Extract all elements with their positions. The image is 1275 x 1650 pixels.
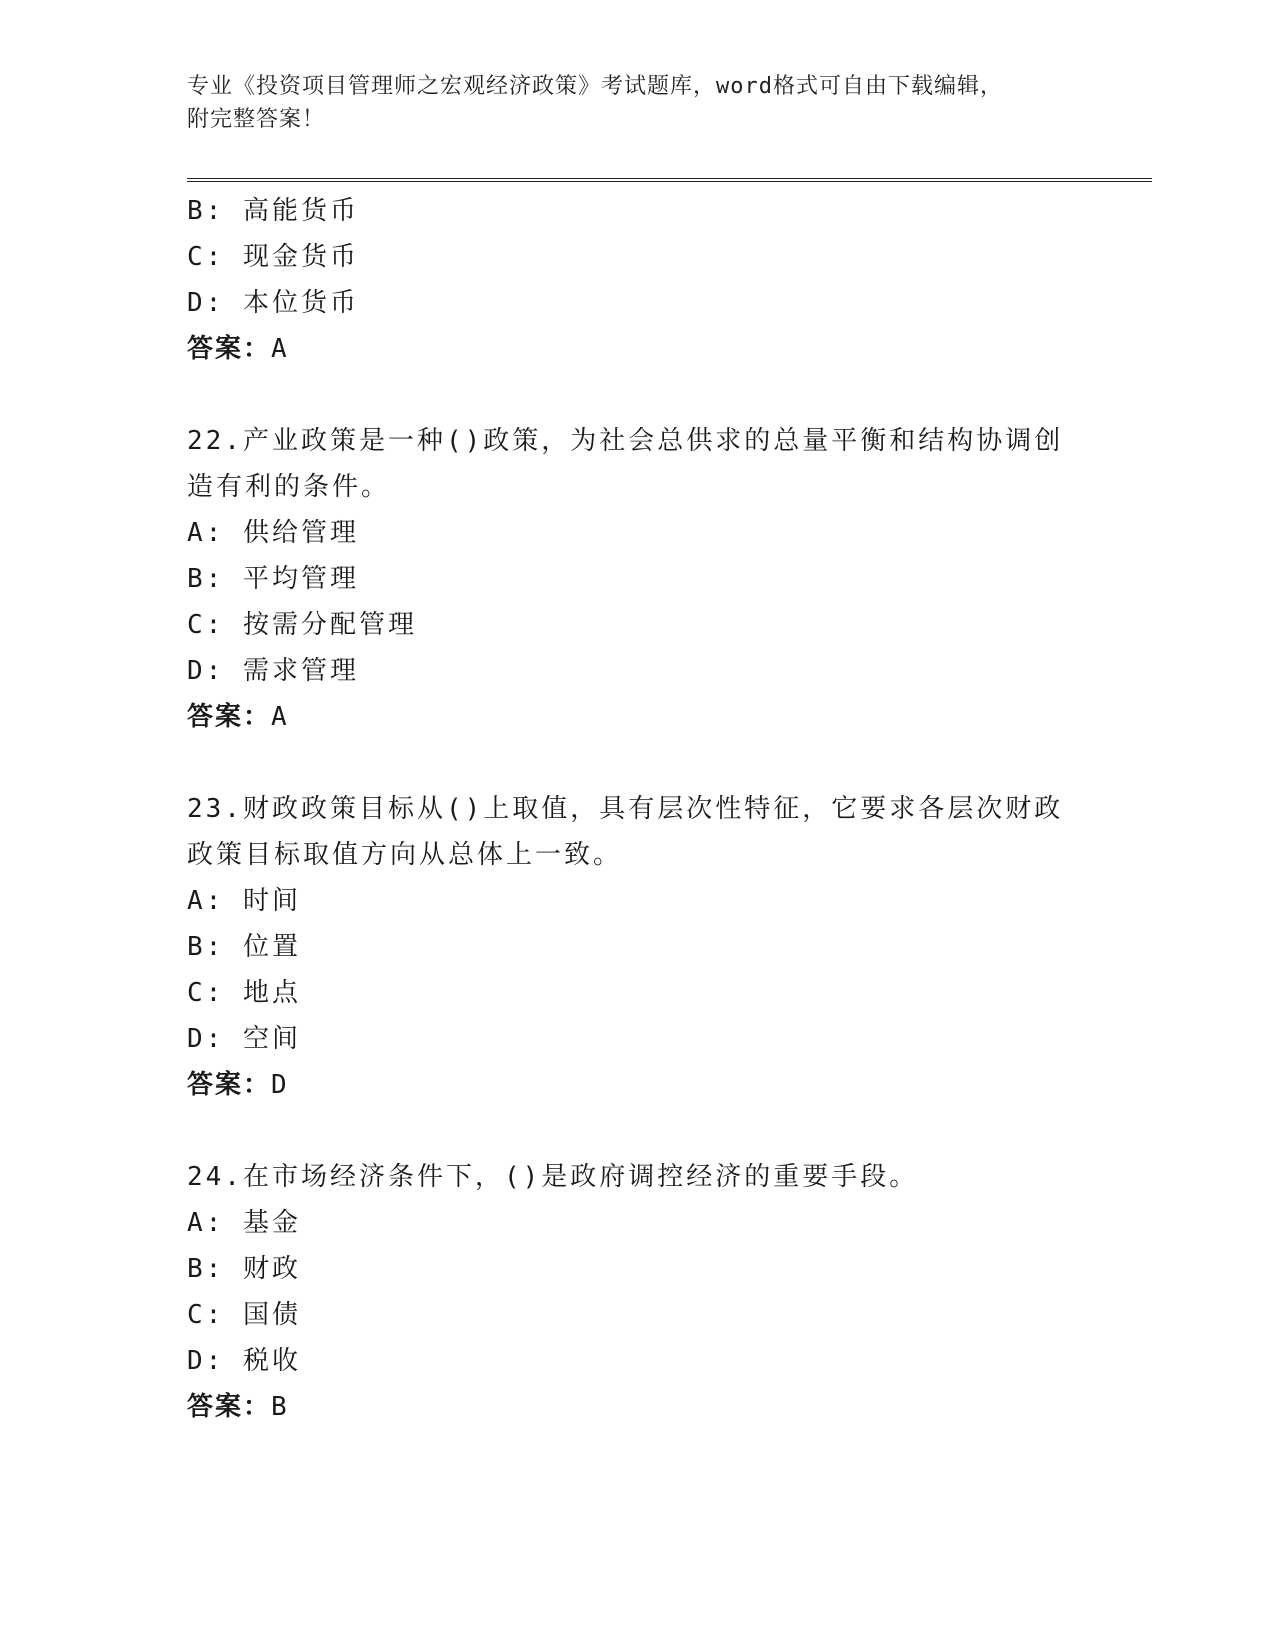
document-header — [187, 70, 1087, 136]
option-b — [187, 188, 1087, 234]
option-letter: B: — [187, 564, 225, 594]
question-23 — [187, 786, 1087, 1108]
option-letter: D: — [187, 288, 225, 318]
option-text: 按需分配管理 — [242, 610, 417, 640]
option-d — [187, 1338, 1087, 1384]
question-22 — [187, 418, 1087, 740]
question-text: 22.产业政策是一种()政策，为社会总供求的总量平衡和结构协调创造有利的条件。 — [187, 426, 1064, 502]
question-spacer — [187, 740, 1087, 786]
header-line-1: 专业《投资项目管理师之宏观经济政策》考试题库，word格式可自由下载编辑， — [187, 74, 1003, 99]
option-letter: A: — [187, 1208, 225, 1238]
question-list — [187, 188, 1087, 1430]
option-c — [187, 234, 1087, 280]
option-c — [187, 970, 1087, 1016]
header-divider — [187, 178, 1152, 182]
option-b — [187, 924, 1087, 970]
option-c — [187, 1292, 1087, 1338]
option-letter: B: — [187, 1254, 225, 1284]
answer-value: B — [271, 1392, 289, 1422]
option-text: 供给管理 — [242, 518, 359, 548]
option-d — [187, 648, 1087, 694]
option-letter: D: — [187, 1024, 225, 1054]
option-a — [187, 878, 1087, 924]
option-d — [187, 1016, 1087, 1062]
option-b — [187, 556, 1087, 602]
answer-value: A — [271, 702, 289, 732]
option-letter: A: — [187, 518, 225, 548]
answer-label: 答案： — [187, 702, 272, 732]
answer-line — [187, 326, 1087, 372]
answer-value: A — [271, 334, 289, 364]
option-text: 本位货币 — [242, 288, 359, 318]
question-spacer — [187, 372, 1087, 418]
answer-line — [187, 1384, 1087, 1430]
header-line-2: 附完整答案！ — [187, 107, 326, 132]
answer-value: D — [271, 1070, 289, 1100]
answer-label: 答案： — [187, 1070, 272, 1100]
option-d — [187, 280, 1087, 326]
option-text: 空间 — [242, 1024, 301, 1054]
option-letter: D: — [187, 656, 225, 686]
option-letter: C: — [187, 978, 225, 1008]
option-letter: C: — [187, 610, 225, 640]
answer-line — [187, 1062, 1087, 1108]
option-text: 基金 — [242, 1208, 301, 1238]
question-21-continuation — [187, 188, 1087, 372]
option-text: 国债 — [242, 1300, 301, 1330]
option-c — [187, 602, 1087, 648]
option-letter: D: — [187, 1346, 225, 1376]
answer-label: 答案： — [187, 1392, 272, 1422]
option-letter: B: — [187, 196, 225, 226]
question-24 — [187, 1154, 1087, 1430]
option-a — [187, 510, 1087, 556]
option-text: 高能货币 — [242, 196, 359, 226]
option-text: 财政 — [242, 1254, 301, 1284]
option-text: 现金货币 — [242, 242, 359, 272]
option-b — [187, 1246, 1087, 1292]
question-text: 23.财政政策目标从()上取值，具有层次性特征，它要求各层次财政政策目标取值方向从总体上一致。 — [187, 794, 1064, 870]
answer-label: 答案： — [187, 334, 272, 364]
answer-line — [187, 694, 1087, 740]
option-text: 税收 — [242, 1346, 301, 1376]
option-text: 平均管理 — [242, 564, 359, 594]
option-letter: C: — [187, 1300, 225, 1330]
option-letter: A: — [187, 886, 225, 916]
question-text: 24.在市场经济条件下，()是政府调控经济的重要手段。 — [187, 1162, 919, 1192]
option-text: 位置 — [242, 932, 301, 962]
option-a — [187, 1200, 1087, 1246]
option-text: 时间 — [242, 886, 301, 916]
option-letter: C: — [187, 242, 225, 272]
question-spacer — [187, 1108, 1087, 1154]
option-text: 需求管理 — [242, 656, 359, 686]
option-text: 地点 — [242, 978, 301, 1008]
option-letter: B: — [187, 932, 225, 962]
